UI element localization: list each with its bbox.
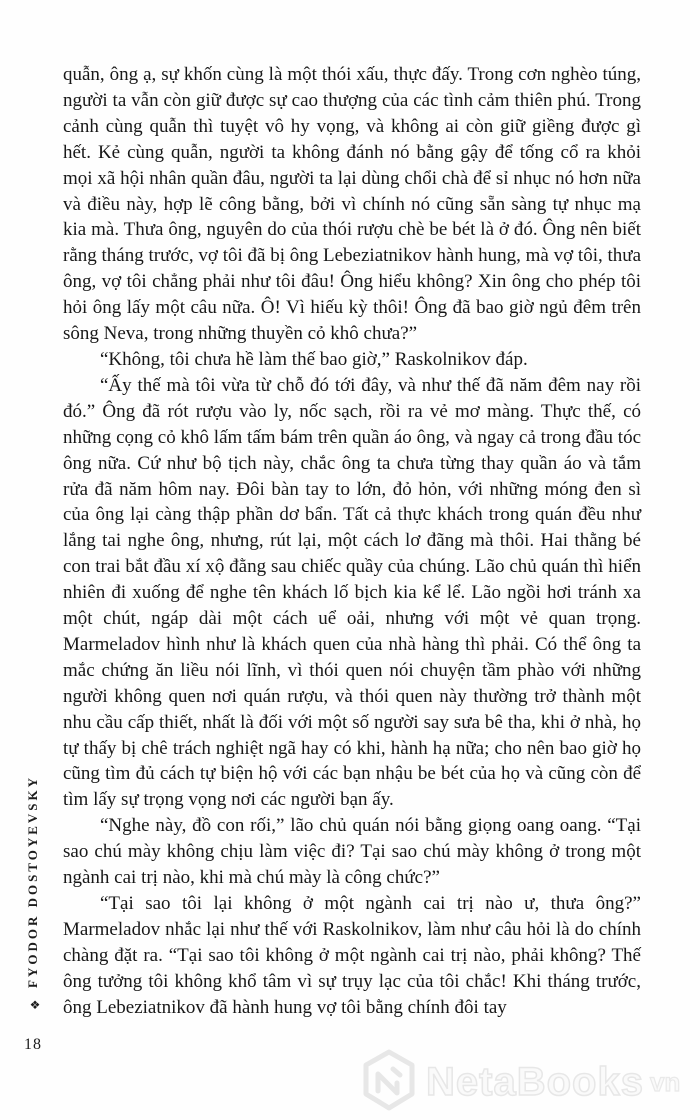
paragraph: “Không, tôi chưa hề làm thế bao giờ,” Raskolnikov đáp. [100,348,528,370]
watermark [360,1050,692,1114]
paragraph: quẫn, ông ạ, sự khốn cùng là một thói xấu, thực đấy. Trong cơn nghèo túng, người ta vẫn còn giữ được sự cao thượng của các tình cảm thiên phú. Trong cảnh cùng quẫn thì tuyệt vô hy vọng, và không ai còn giữ giềng được gì hết. Kẻ cùng quẫn, người ta không đánh nó bằng gậy để tống cổ ra khỏi mọi xã hội nhân quần đâu, người ta lại dùng chổi chà để sỉ nhục nó hơn nữa và điều này, hợp lẽ công bằng, bởi vì chính nó cũng sẵn sàng tự nhục mạ kia mà. Thưa ông, nguyên do của thói rượu chè be bét là ở đó. Ông nên biết rằng tháng trước, vợ tôi đã bị ông Lebeziatnikov hành hung, mà vợ tôi, thưa ông, vợ tôi chẳng phải như tôi đâu! Ông hiểu không? Xin ông cho phép tôi hỏi ông lấy một câu nữa. Ô! Vì hiếu kỳ thôi! Ông đã bao giờ ngủ đêm trên sông Neva, trong những thuyền cỏ khô chưa?” [63,64,641,345]
page-number: 18 [24,1036,42,1053]
watermark-brand-text: NetaBooks [426,1059,644,1104]
netabooks-hexagon-n-icon [360,1049,418,1116]
diamond-separator-icon: ❖ [29,998,41,1012]
paragraph: “Tại sao tôi lại không ở một ngành cai trị nào ư, thưa ông?” Marmeladov nhắc lại như thế với Raskolnikov, làm như câu hỏi là do chính chàng đặt ra. “Tại sao tôi không ở một ngành cai trị nào, phải không? Thế ông tưởng tôi không khổ tâm vì sự trụy lạc của tôi chắc! Khi tháng trước, ông Lebeziatnikov đã hành hung vợ tôi bằng chính đôi tay [63,893,641,1018]
paragraph: “Ấy thế mà tôi vừa từ chỗ đó tới đây, và như thế đã năm đêm nay rồi đó.” Ông đã rót rượu vào ly, nốc sạch, rồi ra vẻ mơ màng. Thực thế, có những cọng cỏ khô lấm tấm bám trên quần áo ông, và ngay cả trong đầu tóc ông nữa. Cứ như bộ tịch này, chắc ông ta chưa từng thay quần áo và tắm rửa đã năm hôm nay. Đôi bàn tay to lớn, đỏ hỏn, với những móng đen sì của ông lại càng thập phần dơ bẩn. Tất cả thực khách trong quán đều như lắng tai nghe ông, nhưng, rút lại, một cách lơ đãng mà thôi. Hai thằng bé con trai bắt đầu xí xộ đằng sau chiếc quầy của chúng. Lão chủ quán thì hiển nhiên đi xuống để nghe tên khách lố bịch kia kể lể. Lão ngồi hơi tránh xa một chút, ngáp dài một cách uể oải, nhưng với một vẻ quan trọng. Marmeladov hình như là khách quen của nhà hàng thì phải. Có thể ông ta mắc chứng ăn liều nói lĩnh, vì thói quen nói chuyện tầm phào với những người không quen nơi quán rượu, và thói quen này thường trở thành một nhu cầu cấp thiết, nhất là đối với một số người say sưa bê tha, khi ở nhà, họ tự thấy bị chê trách nghiệt ngã hay có khi, hành hạ nữa; cho nên bao giờ họ cũng tìm đủ cách tự biện hộ với các bạn nhậu be bét của họ và cũng còn để tìm lấy sự trọng vọng nơi các người bạn ấy. [63,374,641,811]
sidebar-author-name: FYODOR DOSTOYEVSKY [25,774,40,988]
page-text-block [63,62,641,1021]
watermark-tld-text: vn [649,1066,681,1097]
paragraph: “Nghe này, đồ con rối,” lão chủ quán nói bằng giọng oang oang. “Tại sao chú mày không chịu làm việc đi? Tại sao chú mày không ở trong một ngành cai trị nào, khi mà chú mày là công chức?” [63,815,641,889]
